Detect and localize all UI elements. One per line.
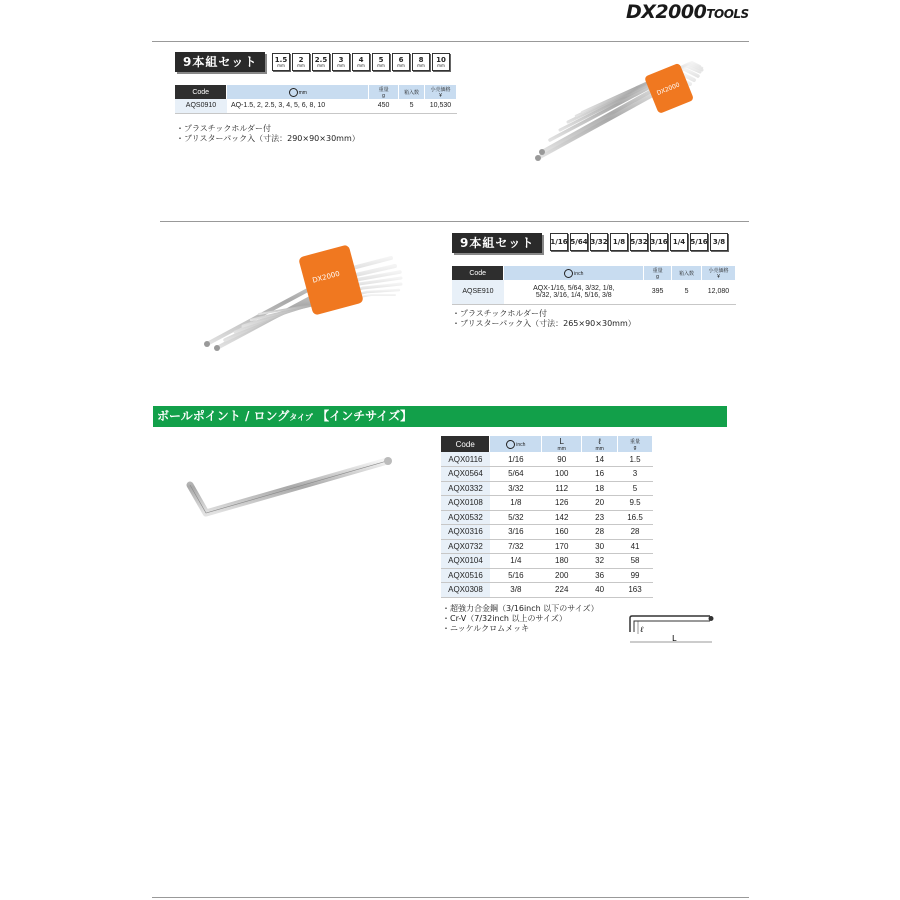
section-title-bar [153, 406, 727, 427]
inch-cell-size: 1/8 [490, 496, 542, 511]
set2-weight-header: 重量 g [644, 266, 672, 280]
set1-size-header: mm [227, 85, 369, 99]
inch-cell-L: 170 [542, 539, 582, 554]
set1-badge: 9本組セット [175, 52, 265, 72]
inch-size-table [441, 436, 653, 598]
footer-rule [152, 897, 749, 898]
size-chip-unit: mm [337, 62, 345, 68]
inch-cell-code: AQX0332 [441, 481, 490, 496]
inch-cell-L: 180 [542, 554, 582, 569]
table-row [441, 554, 653, 569]
inch-cell-code: AQX0516 [441, 568, 490, 583]
inch-cell-w: 16.5 [618, 510, 653, 525]
inch-cell-size: 3/32 [490, 481, 542, 496]
size-chip-unit: mm [297, 62, 305, 68]
size-chip [610, 233, 628, 251]
size-chip [332, 53, 350, 71]
inch-cell-l: 20 [582, 496, 618, 511]
header-rule [152, 41, 749, 42]
set2-price: 12,080 [701, 280, 735, 304]
hex-icon [289, 88, 298, 97]
inch-table-header [441, 436, 653, 452]
set1-price: 10,530 [424, 99, 456, 113]
dimension-diagram [624, 612, 720, 652]
inch-cell-l: 18 [582, 481, 618, 496]
size-chip-unit: mm [417, 62, 425, 68]
size-chip-value: 3/16 [650, 237, 668, 246]
set1-weight: 450 [369, 99, 399, 113]
table-row [441, 539, 653, 554]
inch-cell-l: 40 [582, 583, 618, 598]
inch-cell-l: 32 [582, 554, 618, 569]
set1-notes [176, 124, 360, 144]
inch-note: ・Cr-V（7/32inch 以上のサイズ） [442, 614, 567, 623]
size-chip-value: 3/32 [590, 237, 608, 246]
size-chip-value: 3/8 [712, 237, 726, 246]
inch-code-header: Code [441, 436, 490, 452]
size-chip-value: 5 [378, 55, 384, 64]
table-row [441, 496, 653, 511]
table-row [441, 467, 653, 482]
brand-suffix: TOOLS [706, 7, 749, 21]
size-chip [590, 233, 608, 251]
set2-weight: 395 [644, 280, 672, 304]
inch-note: ・超強力合金鋼（3/16inch 以下のサイズ） [442, 604, 599, 613]
inch-cell-l: 23 [582, 510, 618, 525]
inch-weight-header: 重量 g [618, 436, 653, 452]
size-chip-unit: mm [317, 62, 325, 68]
table-row [441, 510, 653, 525]
set2-size-chips [550, 233, 728, 251]
size-chip [372, 53, 390, 71]
inch-cell-L: 126 [542, 496, 582, 511]
table-row [441, 525, 653, 540]
dim-short-label: ℓ [640, 625, 644, 634]
inch-size-header: inch [490, 436, 542, 452]
size-chip [570, 233, 588, 251]
set1-code-header: Code [175, 85, 227, 99]
size-chip [650, 233, 668, 251]
size-chip-value: 6 [398, 55, 404, 64]
inch-cell-L: 200 [542, 568, 582, 583]
set2-qty: 5 [672, 280, 702, 304]
hex-icon [564, 269, 573, 278]
size-chip [670, 233, 688, 251]
size-chip [630, 233, 648, 251]
set2-badge: 9本組セット [452, 233, 542, 253]
size-chip-value: 5/64 [570, 237, 588, 246]
inch-cell-l: 16 [582, 467, 618, 482]
size-chip-value: 1/16 [550, 237, 568, 246]
size-chip [690, 233, 708, 251]
inch-cell-size: 3/8 [490, 583, 542, 598]
table-row [452, 280, 736, 304]
inch-cell-w: 3 [618, 467, 653, 482]
inch-cell-size: 1/16 [490, 452, 542, 467]
inch-cell-size: 1/4 [490, 554, 542, 569]
set1-table-header [175, 85, 457, 99]
inch-cell-L: 142 [542, 510, 582, 525]
inch-cell-w: 1.5 [618, 452, 653, 467]
size-chip-unit: mm [437, 62, 445, 68]
inch-cell-code: AQX0308 [441, 583, 490, 598]
size-chip-unit: mm [397, 62, 405, 68]
inch-cell-w: 41 [618, 539, 653, 554]
size-chip-value: 4 [358, 55, 364, 64]
inch-cell-w: 9.5 [618, 496, 653, 511]
inch-cell-w: 28 [618, 525, 653, 540]
set2-code-header: Code [452, 266, 504, 280]
size-chip-unit: mm [357, 62, 365, 68]
section-title-tail: 【インチサイズ】 [317, 409, 413, 423]
size-chip [392, 53, 410, 71]
set1-price-header: 小売価格 ¥ [424, 85, 456, 99]
inch-cell-l: 14 [582, 452, 618, 467]
inch-cell-size: 5/64 [490, 467, 542, 482]
size-chip-value: 1/4 [672, 237, 686, 246]
inch-cell-l: 30 [582, 539, 618, 554]
set1-size-chips [272, 53, 450, 71]
table-row [441, 568, 653, 583]
set2-sizes: AQX-1/16, 5/64, 3/32, 1/8, 5/32, 3/16, 1/4, 5/16, 3/8 [504, 280, 644, 304]
inch-notes [442, 604, 599, 634]
size-chip-value: 5/16 [690, 237, 708, 246]
inch-cell-code: AQX0532 [441, 510, 490, 525]
set1-note: ・ブリスターパック入（寸法：290×90×30mm） [176, 134, 360, 143]
inch-cell-size: 5/16 [490, 568, 542, 583]
set2-spec-table [452, 266, 736, 305]
set2-table-header [452, 266, 736, 280]
size-chip-value: 10 [436, 55, 446, 64]
section-title-small: タイプ [289, 413, 313, 422]
inch-cell-code: AQX0732 [441, 539, 490, 554]
set2-size-header: inch [504, 266, 644, 280]
inch-cell-code: AQX0316 [441, 525, 490, 540]
inch-cell-L: 100 [542, 467, 582, 482]
inch-cell-size: 3/16 [490, 525, 542, 540]
inch-cell-L: 224 [542, 583, 582, 598]
set2-product-image [195, 240, 420, 355]
size-chip-value: 1.5 [274, 55, 288, 64]
set1-sizes: AQ-1.5, 2, 2.5, 3, 4, 5, 6, 8, 10 [227, 99, 369, 113]
size-chip [432, 53, 450, 71]
brand-logo [626, 1, 749, 23]
set2-price-header: 小売価格 ¥ [701, 266, 735, 280]
size-chip-value: 8 [418, 55, 424, 64]
size-chip [412, 53, 430, 71]
inch-cell-L: 160 [542, 525, 582, 540]
set1-qty: 5 [399, 99, 425, 113]
inch-cell-w: 5 [618, 481, 653, 496]
set2-note: ・ブリスターパック入（寸法：265×90×30mm） [452, 319, 636, 328]
inch-cell-code: AQX0564 [441, 467, 490, 482]
single-wrench-image [182, 455, 397, 520]
dim-long-label: L [672, 634, 677, 643]
size-chip-unit: mm [277, 62, 285, 68]
inch-cell-l: 28 [582, 525, 618, 540]
size-chip-value: 1/8 [612, 237, 626, 246]
size-chip-value: 2.5 [314, 55, 328, 64]
size-chip-unit: mm [377, 62, 385, 68]
brand-main: DX2000 [626, 1, 707, 23]
size-chip [292, 53, 310, 71]
set1-spec-table [175, 85, 457, 114]
set2-qty-header: 箱入数 [672, 266, 702, 280]
inch-cell-size: 7/32 [490, 539, 542, 554]
inch-cell-w: 163 [618, 583, 653, 598]
table-row [441, 481, 653, 496]
section-rule [160, 221, 749, 222]
size-chip [710, 233, 728, 251]
size-chip-value: 2 [298, 55, 304, 64]
inch-note: ・ニッケルクロムメッキ [442, 624, 530, 633]
set1-weight-header: 重量 g [369, 85, 399, 99]
inch-cell-size: 5/32 [490, 510, 542, 525]
table-row [175, 99, 457, 113]
set1-note: ・プラスチックホルダー付 [176, 124, 272, 133]
set1-code: AQS0910 [175, 99, 227, 113]
svg-text:DX2000: DX2000 [655, 81, 681, 97]
inch-cell-w: 58 [618, 554, 653, 569]
size-chip [550, 233, 568, 251]
hex-icon [506, 440, 515, 449]
inch-cell-code: AQX0116 [441, 452, 490, 467]
inch-cell-L: 90 [542, 452, 582, 467]
inch-cell-l: 36 [582, 568, 618, 583]
set1-product-image [520, 60, 720, 170]
inch-L-header: L mm [542, 436, 582, 452]
set1-qty-header: 箱入数 [399, 85, 425, 99]
section-title: ボールポイント / ロング [157, 409, 290, 423]
inch-l-header: ℓ mm [582, 436, 618, 452]
table-row [441, 583, 653, 598]
size-chip [352, 53, 370, 71]
size-chip [312, 53, 330, 71]
size-chip-value: 3 [338, 55, 344, 64]
set2-notes [452, 309, 636, 329]
inch-cell-code: AQX0104 [441, 554, 490, 569]
svg-text:DX2000: DX2000 [311, 269, 341, 285]
set2-note: ・プラスチックホルダー付 [452, 309, 548, 318]
size-chip [272, 53, 290, 71]
table-row [441, 452, 653, 467]
set2-code: AQSE910 [452, 280, 504, 304]
inch-cell-L: 112 [542, 481, 582, 496]
size-chip-value: 5/32 [630, 237, 648, 246]
inch-cell-w: 99 [618, 568, 653, 583]
inch-cell-code: AQX0108 [441, 496, 490, 511]
